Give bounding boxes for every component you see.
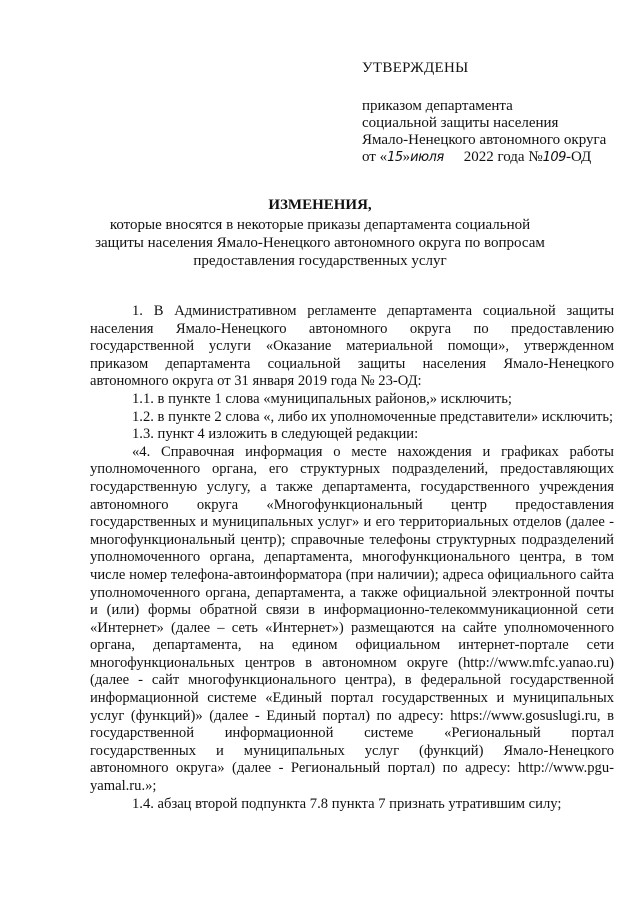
title-main: ИЗМЕНЕНИЯ, — [268, 197, 372, 213]
approval-heading: УТВЕРЖДЕНЫ — [362, 60, 469, 76]
document-title — [0, 196, 640, 270]
paragraph-1: 1. В Административном регламенте департамента социальной защиты населения Ямало-Ненецкого автономного округа по предоставлению государственной услуги «Оказание материальной помощи», утвержденном приказом департамента социальной защиты населения Ямало-Ненецкого автономного округа от 31 января 2019 года № 23-ОД: — [90, 303, 614, 390]
date-mid: » — [402, 149, 411, 165]
year-text: 2022 года № — [463, 149, 543, 165]
handwritten-number: 109 — [542, 150, 566, 165]
paragraph-1-3: 1.3. пункт 4 изложить в следующей редакции: — [132, 426, 419, 443]
approval-line-region: Ямало-Ненецкого автономного округа — [362, 132, 607, 148]
approval-line-department: социальной защиты населения — [362, 115, 559, 131]
approval-date-line — [362, 149, 622, 166]
paragraph-1-4: 1.4. абзац второй подпункта 7.8 пункта 7 признать утратившим силу; — [132, 795, 562, 812]
document-body — [90, 303, 614, 813]
number-suffix: -ОД — [565, 149, 592, 165]
paragraph-1-1: 1.1. в пункте 1 слова «муниципальных районов,» исключить; — [132, 390, 512, 407]
handwritten-day: 15 — [387, 150, 403, 165]
approval-line-order: приказом департамента — [362, 98, 513, 114]
paragraph-4-quote: «4. Справочная информация о месте нахождения и графиках работы уполномоченного органа, его структурных подразделений, предоставляющих государственную услугу, а также департамента, государственного учреждения автономного округа «Многофункциональный центр предоставления государственных и муниципальных услуг» и его территориальных отделов (далее - многофункциональный центр); справочные телефоны структурных подразделений уполномоченного органа, департамента, многофункционального центра, в том числе номер телефона-автоинформатора (при наличии); адреса официального сайта уполномоченного органа, департамента, а также официальной электронной почты и (или) формы обратной связи в информационно-телекоммуникационной сети «Интернет» (далее – сеть «Интернет») размещаются на сайте уполномоченного органа, департамента, на едином официальном интернет-портале сети многофункциональных центров в автономном округе (http://www.mfc.yanao.ru) (далее - сайт многофункционального центра), в федеральной государственной информационной системе «Единый портал государственных и муниципальных услуг (функций)» (далее - Единый портал) по адресу: https://www.gosuslugi.ru, в государственной информационной системе «Региональный портал государственных и муниципальных услуг (функций) Ямало-Ненецкого автономного округа» (далее - Региональный портал) по адресу: http://www.pgu-yamal.ru.»; — [90, 443, 614, 795]
paragraph-1-2: 1.2. в пункте 2 слова «, либо их уполномоченные представители» исключить; — [132, 408, 614, 425]
date-prefix: от « — [362, 149, 388, 165]
title-subtitle: которые вносятся в некоторые приказы департамента социальной защиты населения Ямало-Ненецкого автономного округа по вопросам предоставления государственных услуг — [95, 217, 545, 269]
handwritten-month: июля — [410, 150, 444, 165]
approval-stamp — [362, 60, 622, 166]
